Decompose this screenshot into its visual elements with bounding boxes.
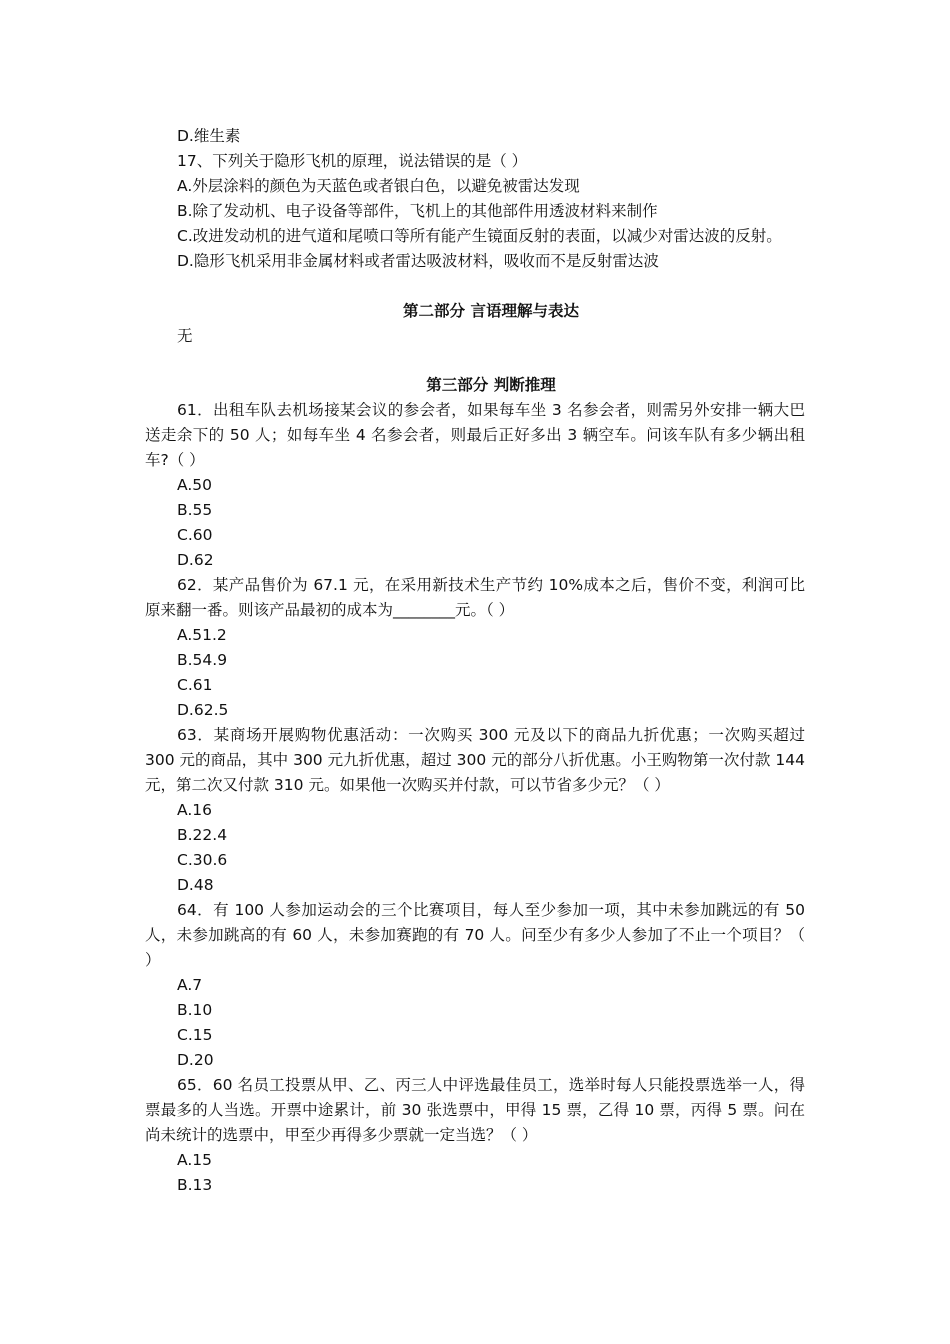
q63-stem: 63．某商场开展购物优惠活动：一次购买 300 元及以下的商品九折优惠；一次购买超过 300 元的商品，其中 300 元九折优惠，超过 300 元的部分八折优惠。小王购物第一次付款 144 元，第二次又付款 310 元。如果他一次购买并付款，可以节省多少元？（ ）: [145, 726, 805, 794]
q61-option-c: C.60: [177, 526, 213, 544]
q65-option-b: B.13: [177, 1176, 213, 1194]
q64-option-c: C.15: [177, 1026, 213, 1044]
q64-option-a: A.7: [177, 976, 203, 994]
part3-heading: 第三部分 判断推理: [426, 376, 556, 394]
q63-option-a: A.16: [177, 801, 212, 819]
q63-option-c: C.30.6: [177, 851, 228, 869]
q64-option-d: D.20: [177, 1051, 214, 1069]
q17-stem: 17、下列关于隐形飞机的原理，说法错误的是（ ）: [177, 152, 528, 170]
q62-option-d: D.62.5: [177, 701, 229, 719]
q65-stem: 65．60 名员工投票从甲、乙、丙三人中评选最佳员工，选举时每人只能投票选举一人，得票最多的人当选。开票中途累计，前 30 张选票中，甲得 15 票，乙得 10 票，丙得 5 票。问在尚未统计的选票中，甲至少再得多少票就一定当选？（ ）: [145, 1076, 805, 1144]
q61-stem: 61．出租车队去机场接某会议的参会者，如果每车坐 3 名参会者，则需另外安排一辆大巴送走余下的 50 人；如每车坐 4 名参会者，则最后正好多出 3 辆空车。问该车队有多少辆出租车?（ ）: [145, 401, 805, 469]
q17-option-c: C.改进发动机的进气道和尾喷口等所有能产生镜面反射的表面，以减少对雷达波的反射。: [177, 227, 782, 245]
q64-stem: 64．有 100 人参加运动会的三个比赛项目，每人至少参加一项，其中未参加跳远的有 50 人，未参加跳高的有 60 人，未参加赛跑的有 70 人。问至少有多少人参加了不止一个项目？（ ）: [145, 901, 805, 969]
q62-option-b: B.54.9: [177, 651, 228, 669]
q62-option-a: A.51.2: [177, 626, 227, 644]
q63-option-d: D.48: [177, 876, 214, 894]
q61-option-d: D.62: [177, 551, 214, 569]
q61-option-b: B.55: [177, 501, 213, 519]
q61-option-a: A.50: [177, 476, 212, 494]
q16-option-d: D.维生素: [177, 127, 241, 145]
q62-option-c: C.61: [177, 676, 213, 694]
q17-option-b: B.除了发动机、电子设备等部件，飞机上的其他部件用透波材料来制作: [177, 202, 658, 220]
q17-option-d: D.隐形飞机采用非金属材料或者雷达吸波材料，吸收而不是反射雷达波: [177, 252, 659, 270]
part2-heading: 第二部分 言语理解与表达: [403, 302, 579, 320]
q64-option-b: B.10: [177, 1001, 213, 1019]
q17-option-a: A.外层涂料的颜色为天蓝色或者银白色，以避免被雷达发现: [177, 177, 580, 195]
q63-option-b: B.22.4: [177, 826, 228, 844]
q65-option-a: A.15: [177, 1151, 212, 1169]
part2-content: 无: [177, 327, 193, 345]
document-body: [145, 124, 805, 1198]
q62-stem: 62．某产品售价为 67.1 元，在采用新技术生产节约 10%成本之后，售价不变，利润可比原来翻一番。则该产品最初的成本为________元。（ ）: [145, 576, 805, 619]
